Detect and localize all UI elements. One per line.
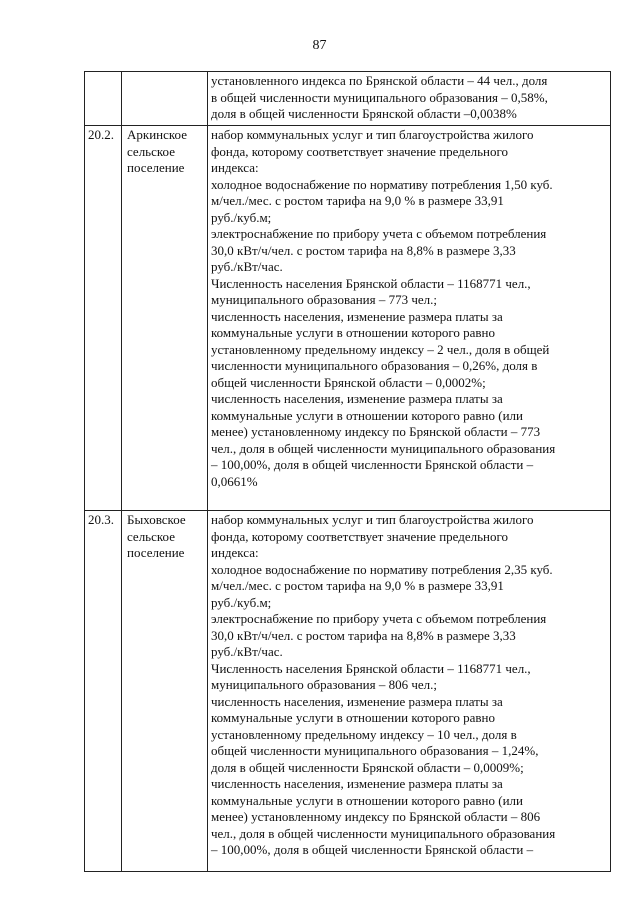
text-line: набор коммунальных услуг и тип благоустройства жилого xyxy=(211,127,534,142)
text-line: чел., доля в общей численности муниципального образования xyxy=(211,825,556,841)
text-line: фонда, которому соответствует значение предельного xyxy=(211,143,509,159)
settlement-name-cell xyxy=(122,511,208,872)
text-line: 0,0661% xyxy=(211,473,258,489)
description-cell xyxy=(208,511,611,872)
text-line: общей численности Брянской области – 0,0002%; xyxy=(211,374,486,390)
text-line: индекса: xyxy=(211,160,259,175)
settlement-name-cell xyxy=(122,72,208,126)
description-cell xyxy=(208,72,611,126)
settlement-name-line: поселение xyxy=(127,160,185,175)
settlement-name-line: Аркинское xyxy=(127,127,187,142)
text-line: электроснабжение по прибору учета с объемом потребления xyxy=(211,611,547,626)
text-line: численность населения, изменение размера платы за xyxy=(211,776,503,791)
text-line: руб./куб.м; xyxy=(211,594,272,610)
text-line: холодное водоснабжение по нормативу потребления 1,50 куб. xyxy=(211,176,553,192)
text-line: менее) установленному индексу по Брянской области – 806 xyxy=(211,809,541,824)
text-line: в общей численности муниципального образования – 0,58%, xyxy=(211,89,548,105)
settlement-name-line: Быховское xyxy=(127,512,186,527)
text-line: установленному предельному индексу – 2 чел., доля в общей xyxy=(211,341,550,357)
row-number: 20.3. xyxy=(88,512,114,527)
text-line: холодное водоснабжение по нормативу потребления 2,35 куб. xyxy=(211,561,553,577)
text-line: – 100,00%, доля в общей численности Брянской области – xyxy=(211,842,534,857)
settlement-name-line: сельское xyxy=(127,528,175,544)
text-line: м/чел./мес. с ростом тарифа на 9,0 % в размере 33,91 xyxy=(211,578,504,593)
text-line: коммунальные услуги в отношении которого равно (или xyxy=(211,407,523,423)
text-line: набор коммунальных услуг и тип благоустройства жилого xyxy=(211,512,534,527)
text-line: муниципального образования – 773 чел.; xyxy=(211,292,438,307)
text-line: Численность населения Брянской области – 1168771 чел., xyxy=(211,275,531,291)
text-line: 30,0 кВт/ч/чел. с ростом тарифа на 8,8% в размере 3,33 xyxy=(211,627,516,643)
text-line: доля в общей численности Брянской области –0,0038% xyxy=(211,106,517,121)
page-number: 87 xyxy=(312,38,327,53)
text-line: доля в общей численности Брянской области – 0,0009%; xyxy=(211,759,524,775)
settlement-name-line: поселение xyxy=(127,545,185,560)
text-line: фонда, которому соответствует значение предельного xyxy=(211,528,509,544)
text-line: индекса: xyxy=(211,545,259,560)
description-cell xyxy=(208,126,611,511)
text-line: коммунальные услуги в отношении которого равно (или xyxy=(211,792,523,808)
text-line: установленного индекса по Брянской области – 44 чел., доля xyxy=(211,73,548,88)
table-row-20-3 xyxy=(85,511,611,872)
row-number-cell xyxy=(85,511,122,872)
settlement-name-line: сельское xyxy=(127,143,175,159)
tariff-table xyxy=(84,71,611,872)
text-line: численность населения, изменение размера платы за xyxy=(211,693,503,709)
text-line: Численность населения Брянской области – 1168771 чел., xyxy=(211,660,531,676)
settlement-name-cell xyxy=(122,126,208,511)
text-line: коммунальные услуги в отношении которого равно xyxy=(211,325,496,340)
text-line: электроснабжение по прибору учета с объемом потребления xyxy=(211,226,547,241)
text-line: общей численности муниципального образования – 1,24%, xyxy=(211,743,539,758)
row-number-cell xyxy=(85,72,122,126)
text-line: 30,0 кВт/ч/чел. с ростом тарифа на 8,8% в размере 3,33 xyxy=(211,242,516,258)
row-number: 20.2. xyxy=(88,127,114,142)
text-line: муниципального образования – 806 чел.; xyxy=(211,677,438,692)
text-line: менее) установленному индексу по Брянской области – 773 xyxy=(211,424,541,439)
text-line: установленному предельному индексу – 10 чел., доля в xyxy=(211,726,517,742)
text-line: м/чел./мес. с ростом тарифа на 9,0 % в размере 33,91 xyxy=(211,193,504,208)
table-row-continuation xyxy=(85,72,611,126)
text-line: коммунальные услуги в отношении которого равно xyxy=(211,710,496,725)
text-line: руб./кВт/час. xyxy=(211,644,283,659)
text-line: – 100,00%, доля в общей численности Брянской области – xyxy=(211,457,534,472)
text-line: численности муниципального образования – 0,26%, доля в xyxy=(211,358,538,373)
text-line: чел., доля в общей численности муниципального образования xyxy=(211,440,556,456)
table-row-20-2 xyxy=(85,126,611,511)
text-line: численность населения, изменение размера платы за xyxy=(211,308,503,324)
text-line: руб./куб.м; xyxy=(211,209,272,225)
text-line: руб./кВт/час. xyxy=(211,259,283,274)
text-line: численность населения, изменение размера платы за xyxy=(211,391,503,406)
row-number-cell xyxy=(85,126,122,511)
